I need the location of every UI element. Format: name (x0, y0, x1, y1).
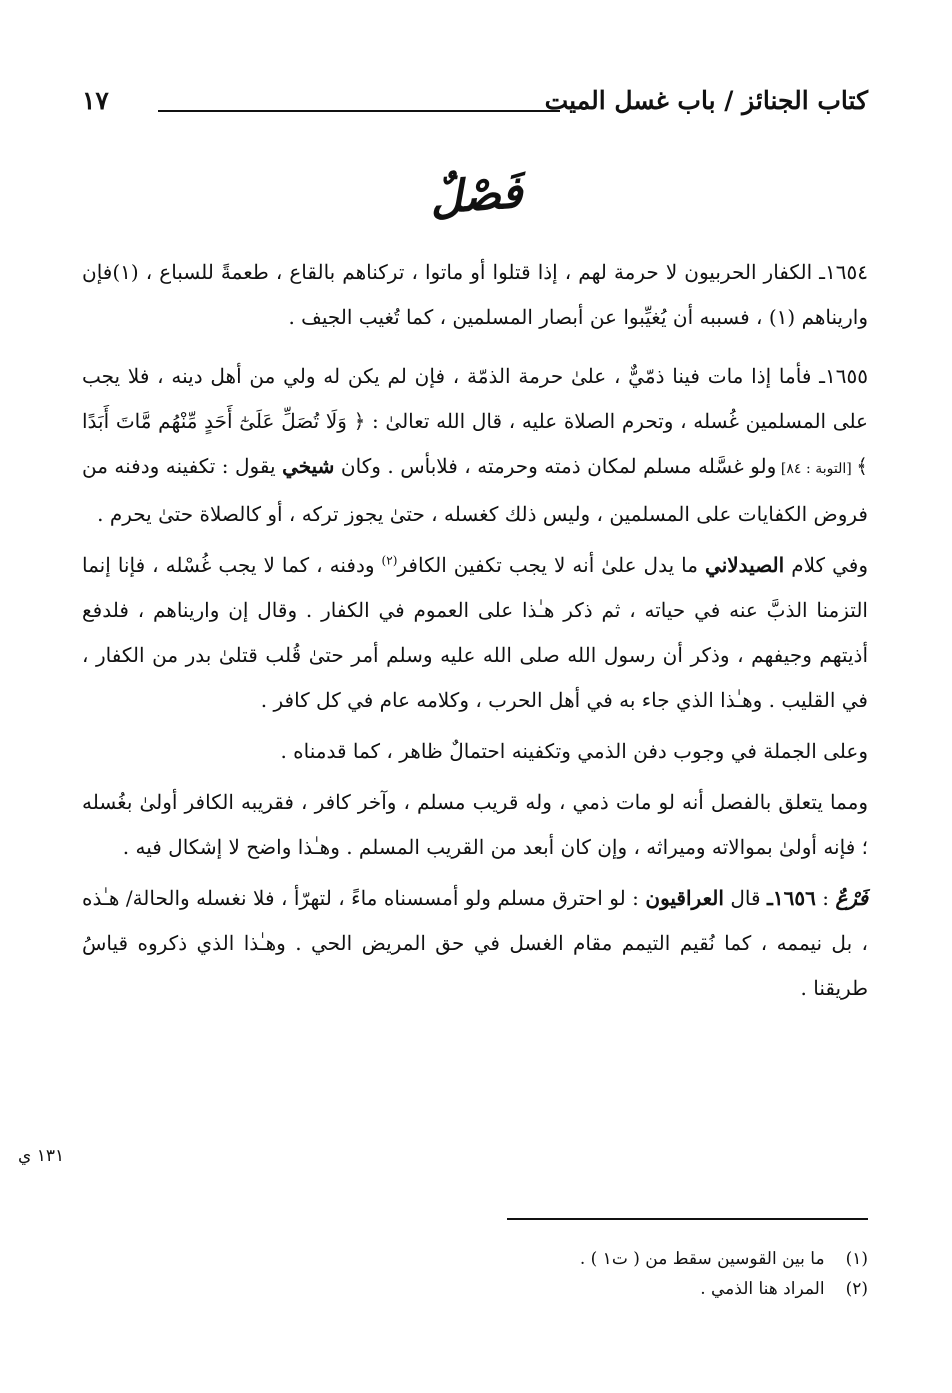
section-heading-label: فَصْلٌ (428, 166, 524, 225)
paragraph-1655 (82, 354, 868, 537)
paragraph-1656 (82, 876, 868, 1011)
running-header (82, 86, 868, 126)
footnote-1-number: (١) (845, 1249, 868, 1269)
paragraph-saydalani-text-b: ما يدل علىٰ أنه لا يجب تكفين الكافر (397, 553, 706, 577)
paragraph-1656-number: ١٦٥٦ـ (767, 886, 816, 910)
keyword-iraqiyun: العراقيون (645, 886, 724, 910)
paragraph-1656-text-b: قال (723, 886, 767, 910)
keyword-sheikh: شيخي (282, 454, 335, 478)
footnote-2-number: (٢) (845, 1279, 868, 1299)
footnotes (82, 1244, 868, 1304)
paragraph-1654: ١٦٥٤ـ الكفار الحربيون لا حرمة لهم ، إذا قتلوا أو ماتوا ، تركناهم بالقاع ، طعمةً للسباع ، (١)فإن واريناهم (١) ، فسببه أن يُغيِّبوا عن أبصار المسلمين ، كما تُغيب الجيف . (82, 260, 868, 329)
footnote-1 (82, 1244, 868, 1274)
paragraph-sheikh-text-b: يقول : تكفينه ودفنه من فروض الكفايات على المسلمين ، وليس ذلك كغسله ، حتىٰ يجوز تركه ، أو كالصلاة حتىٰ يحرم . (82, 454, 868, 526)
paragraph-1656-sep: : (815, 886, 836, 910)
paragraph-1655-text-b: ولو غسَّله مسلم لمكان ذمته وحرمته ، فلابأس . (387, 454, 777, 478)
paragraph-saydalani (82, 543, 868, 723)
body-text (82, 250, 868, 1011)
header-rule (158, 110, 560, 112)
paragraph-saydalani-text-a: وفي كلام (784, 553, 868, 577)
footnote-2-text: المراد هنا الذمي . (700, 1279, 825, 1299)
keyword-saydalani: الصيدلاني (705, 553, 785, 577)
footnote-rule (507, 1218, 868, 1220)
section-heading-ornament (0, 166, 952, 225)
paragraph-summary: وعلى الجملة في وجوب دفن الذمي وتكفينه احتمالٌ ظاهر ، كما قدمناه . (280, 739, 868, 763)
paragraph-sheikh-text-a: وكان (334, 454, 381, 478)
page-number: ١٧ (82, 86, 109, 115)
paragraph-relative: ومما يتعلق بالفصل أنه لو مات ذمي ، وله قريب مسلم ، وآخر كافر ، فقريبه الكافر أولىٰ بغُسله ؛ فإنه أولىٰ بموالاته وميراثه ، وإن كان أبعد من القريب المسلم . وهـٰذا واضح لا إشكال فيه . (82, 790, 868, 859)
paragraph-saydalani-text-c: ودفنه ، كما لا يجب غُسْله ، فإنا إنما التزمنا الذبَّ عنه في حياته ، ثم ذكر هـٰذا على العموم في الكفار . وقال إن واريناهم ، فلدفع أذيتهم وجيفهم ، وذكر أن رسول الله صلى الله عليه وسلم أمر حتىٰ قُلب قتلىٰ بدر من الكفار ، في القليب . وهـٰذا الذي جاء به في أهل الحرب ، وكلامه عام في كل كافر . (82, 553, 868, 712)
footnote-1-text: ما بين القوسين سقط من ( ت١ ) . (579, 1249, 825, 1269)
paragraph-1655-text-a: ١٦٥٥ـ فأما إذا مات فينا ذمّيٌّ ، علىٰ حرمة الذمّة ، فإن لم يكن له ولي من أهل دينه ، فلا يجب على المسلمين غُسله ، وتحرم الصلاة عليه ، قال الله تعالىٰ : ﴿ وَلَا تُصَلِّ عَلَىٰٓ أَحَدٍ مِّنْهُم مَّاتَ أَبَدًا ﴾ (82, 364, 869, 478)
footnote-marker-2: (٢) (381, 553, 398, 568)
paragraph-1656-text-c: : لو احترق مسلم ولو أمسسناه ماءً ، لتهرّأ ، فلا نغسله والحالة/ هـٰذه ، بل نيممه ، كما نُقيم التيمم مقام الغسل في حق المريض الحي . وهـٰذا الذي ذكروه قياسُ طريقنا . (82, 886, 868, 1000)
quran-reference: [التوبة : ٨٤] (776, 461, 857, 477)
footnote-2 (82, 1274, 868, 1304)
running-title: كتاب الجنائز / باب غسل الميت (544, 86, 868, 115)
far3-label: فَرْعٌ (835, 886, 869, 910)
manuscript-margin-note: ١٣١ ي (18, 1146, 65, 1166)
